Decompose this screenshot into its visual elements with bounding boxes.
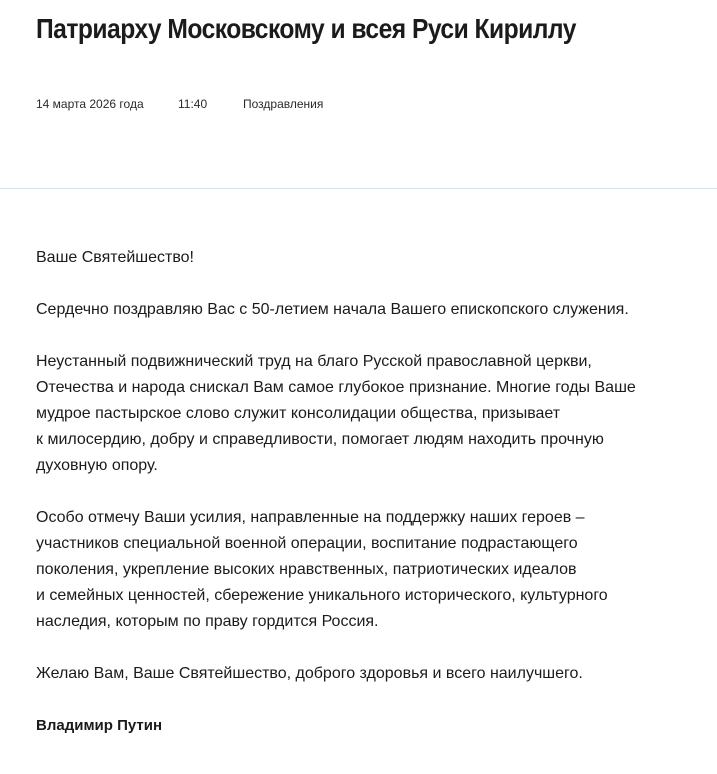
letter-body [36, 245, 686, 765]
header-divider [0, 188, 717, 189]
publication-time: 11:40 [178, 97, 208, 111]
signature: Владимир Путин [36, 717, 163, 734]
page-title: Патриарху Московскому и всея Руси Кириллу [36, 13, 576, 44]
paragraph-line: Неустанный подвижнический труд на благо Русской православной церкви, [36, 353, 592, 370]
paragraph-line: поколения, укрепление высоких нравственных, патриотических идеалов [36, 561, 577, 578]
paragraph-closing: Желаю Вам, Ваше Святейшество, доброго здоровья и всего наилучшего. [36, 665, 583, 682]
paragraph-line: и семейных ценностей, сбережение уникального исторического, культурного [36, 587, 608, 604]
category-link[interactable]: Поздравления [243, 97, 324, 111]
publication-date: 14 марта 2026 года [36, 97, 144, 111]
paragraph-efforts [36, 505, 686, 635]
salutation: Ваше Святейшество! [36, 249, 194, 266]
paragraph-line: к милосердию, добру и справедливости, помогает людям находить прочную [36, 431, 604, 448]
paragraph-congratulation: Сердечно поздравляю Вас с 50-летием начала Вашего епископского служения. [36, 301, 629, 318]
paragraph-recognition [36, 349, 686, 479]
paragraph-line: наследия, которым по праву гордится Россия. [36, 613, 379, 630]
paragraph-line: участников специальной военной операции, воспитание подрастающего [36, 535, 578, 552]
page-header [0, 0, 717, 188]
paragraph-line: духовную опору. [36, 457, 158, 474]
paragraph-line: Отечества и народа снискал Вам самое глубокое признание. Многие годы Ваше [36, 379, 636, 396]
paragraph-line: Особо отмечу Ваши усилия, направленные на поддержку наших героев – [36, 509, 585, 526]
paragraph-line: мудрое пастырское слово служит консолидации общества, призывает [36, 405, 561, 422]
